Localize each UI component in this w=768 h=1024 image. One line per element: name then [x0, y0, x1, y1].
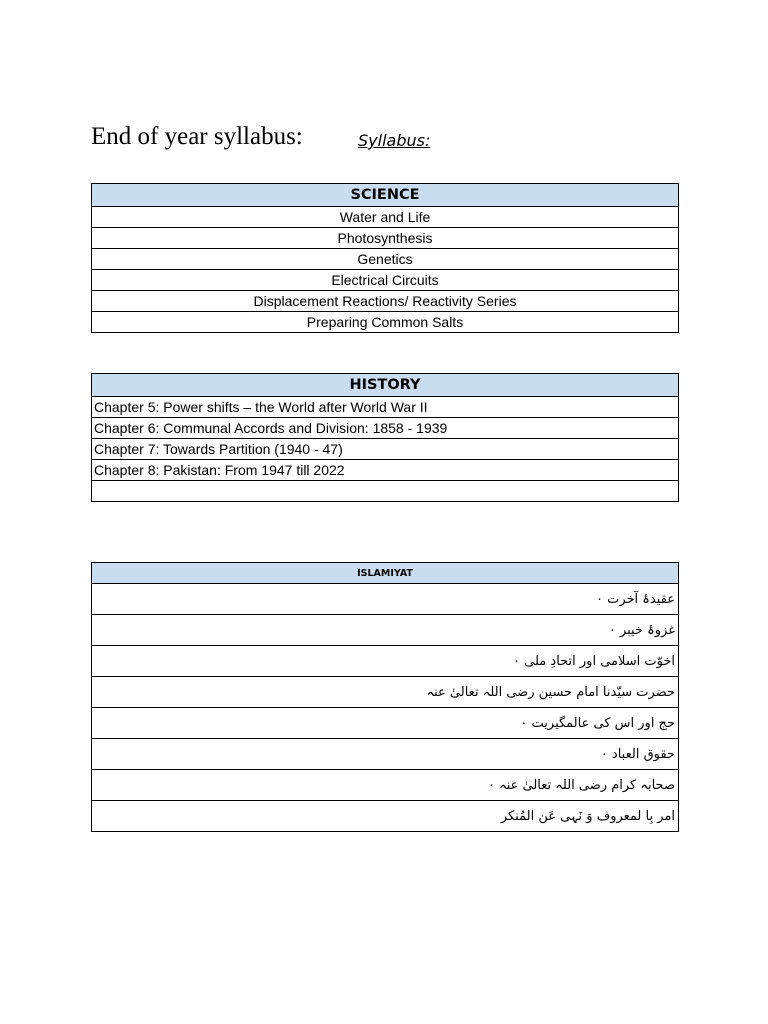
islamiyat-item: صحابہ کرام رضی اللہ تعالیٰ عنہ ۰: [92, 770, 679, 801]
islamiyat-item: غزوۂ خیبر ۰: [92, 615, 679, 646]
history-item-empty: [92, 481, 679, 502]
islamiyat-item: امر بِا لمعروف وَ نَہی عَن المُنکر: [92, 801, 679, 832]
islamiyat-item: حقوق العباد ۰: [92, 739, 679, 770]
history-item: Chapter 8: Pakistan: From 1947 till 2022: [92, 460, 679, 481]
islamiyat-item: حضرت سیّدنا امام حسین رضی اللہ تعالیٰ عنہ: [92, 677, 679, 708]
science-table: [91, 183, 679, 333]
science-item: Preparing Common Salts: [92, 312, 679, 333]
history-item: Chapter 7: Towards Partition (1940 - 47): [92, 439, 679, 460]
islamiyat-table: [91, 562, 679, 832]
islamiyat-item: حج اور اس کی عالمگیریت ۰: [92, 708, 679, 739]
page-subtitle: Syllabus:: [358, 131, 431, 150]
history-item: Chapter 5: Power shifts – the World after World War II: [92, 397, 679, 418]
islamiyat-heading: ISLAMIYAT: [92, 563, 679, 584]
science-item: Photosynthesis: [92, 228, 679, 249]
history-table: [91, 373, 679, 502]
islamiyat-item: عقیدۂ آخرت ۰: [92, 584, 679, 615]
science-item: Water and Life: [92, 207, 679, 228]
science-heading: SCIENCE: [92, 184, 679, 207]
science-item: Displacement Reactions/ Reactivity Series: [92, 291, 679, 312]
history-item: Chapter 6: Communal Accords and Division: 1858 - 1939: [92, 418, 679, 439]
islamiyat-item: اخوّت اسلامی اور اتحادِ ملی ۰: [92, 646, 679, 677]
history-heading: HISTORY: [92, 374, 679, 397]
page-title: End of year syllabus:: [91, 123, 303, 150]
science-item: Genetics: [92, 249, 679, 270]
science-item: Electrical Circuits: [92, 270, 679, 291]
